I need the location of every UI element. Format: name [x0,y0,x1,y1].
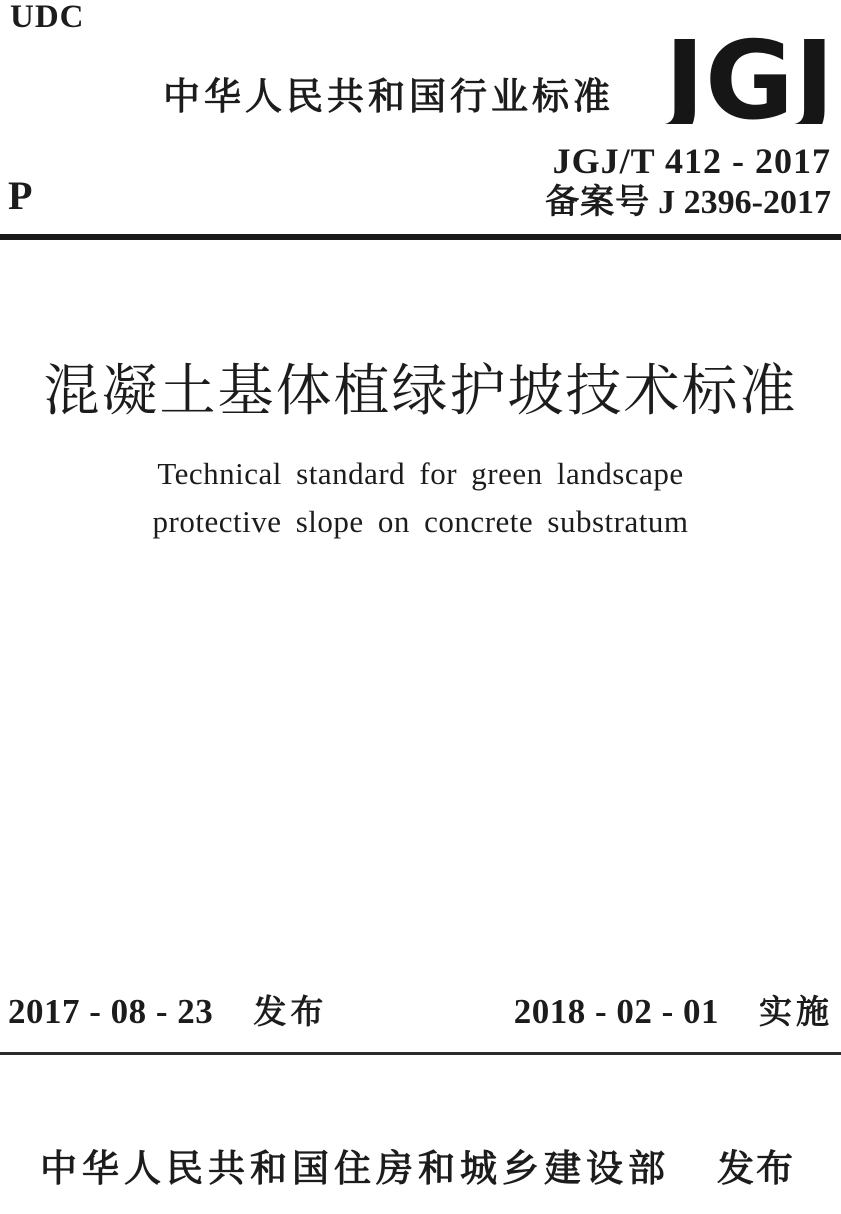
udc-label: UDC [10,0,85,35]
publisher-row [40,1148,795,1190]
footer-divider [0,1052,841,1055]
title-english-line1: Technical standard for green landscape [157,456,684,491]
implement-date: 2018 - 02 - 01 [513,992,719,1031]
classification-code: P [8,173,33,218]
publish-action-label: 发布 [717,1148,795,1189]
header-divider [0,234,841,240]
category-heading: 中华人民共和国行业标准 [163,76,614,117]
jgj-logo-graphic [662,34,837,124]
implement-label: 实施 [759,993,833,1030]
title-english-line2: protective slope on concrete substratum [152,504,689,539]
title-english [0,450,841,546]
issue-date: 2017 - 08 - 23 [8,992,214,1031]
issue-date-group [8,986,327,1033]
issue-label: 发布 [253,993,328,1030]
record-number [545,183,831,222]
dates-row [8,986,833,1033]
record-label: 备案号 [545,183,651,221]
jgj-logo [662,34,837,124]
title-chinese: 混凝土基体植绿护坡技术标准 [43,361,798,423]
publisher-name: 中华人民共和国住房和城乡建设部 [40,1148,670,1189]
implement-date-group [514,986,833,1033]
jgj-logo-text: JGJ [662,34,835,124]
standard-number: JGJ/T 412 - 2017 [552,141,831,181]
record-value: J 2396-2017 [658,184,831,221]
